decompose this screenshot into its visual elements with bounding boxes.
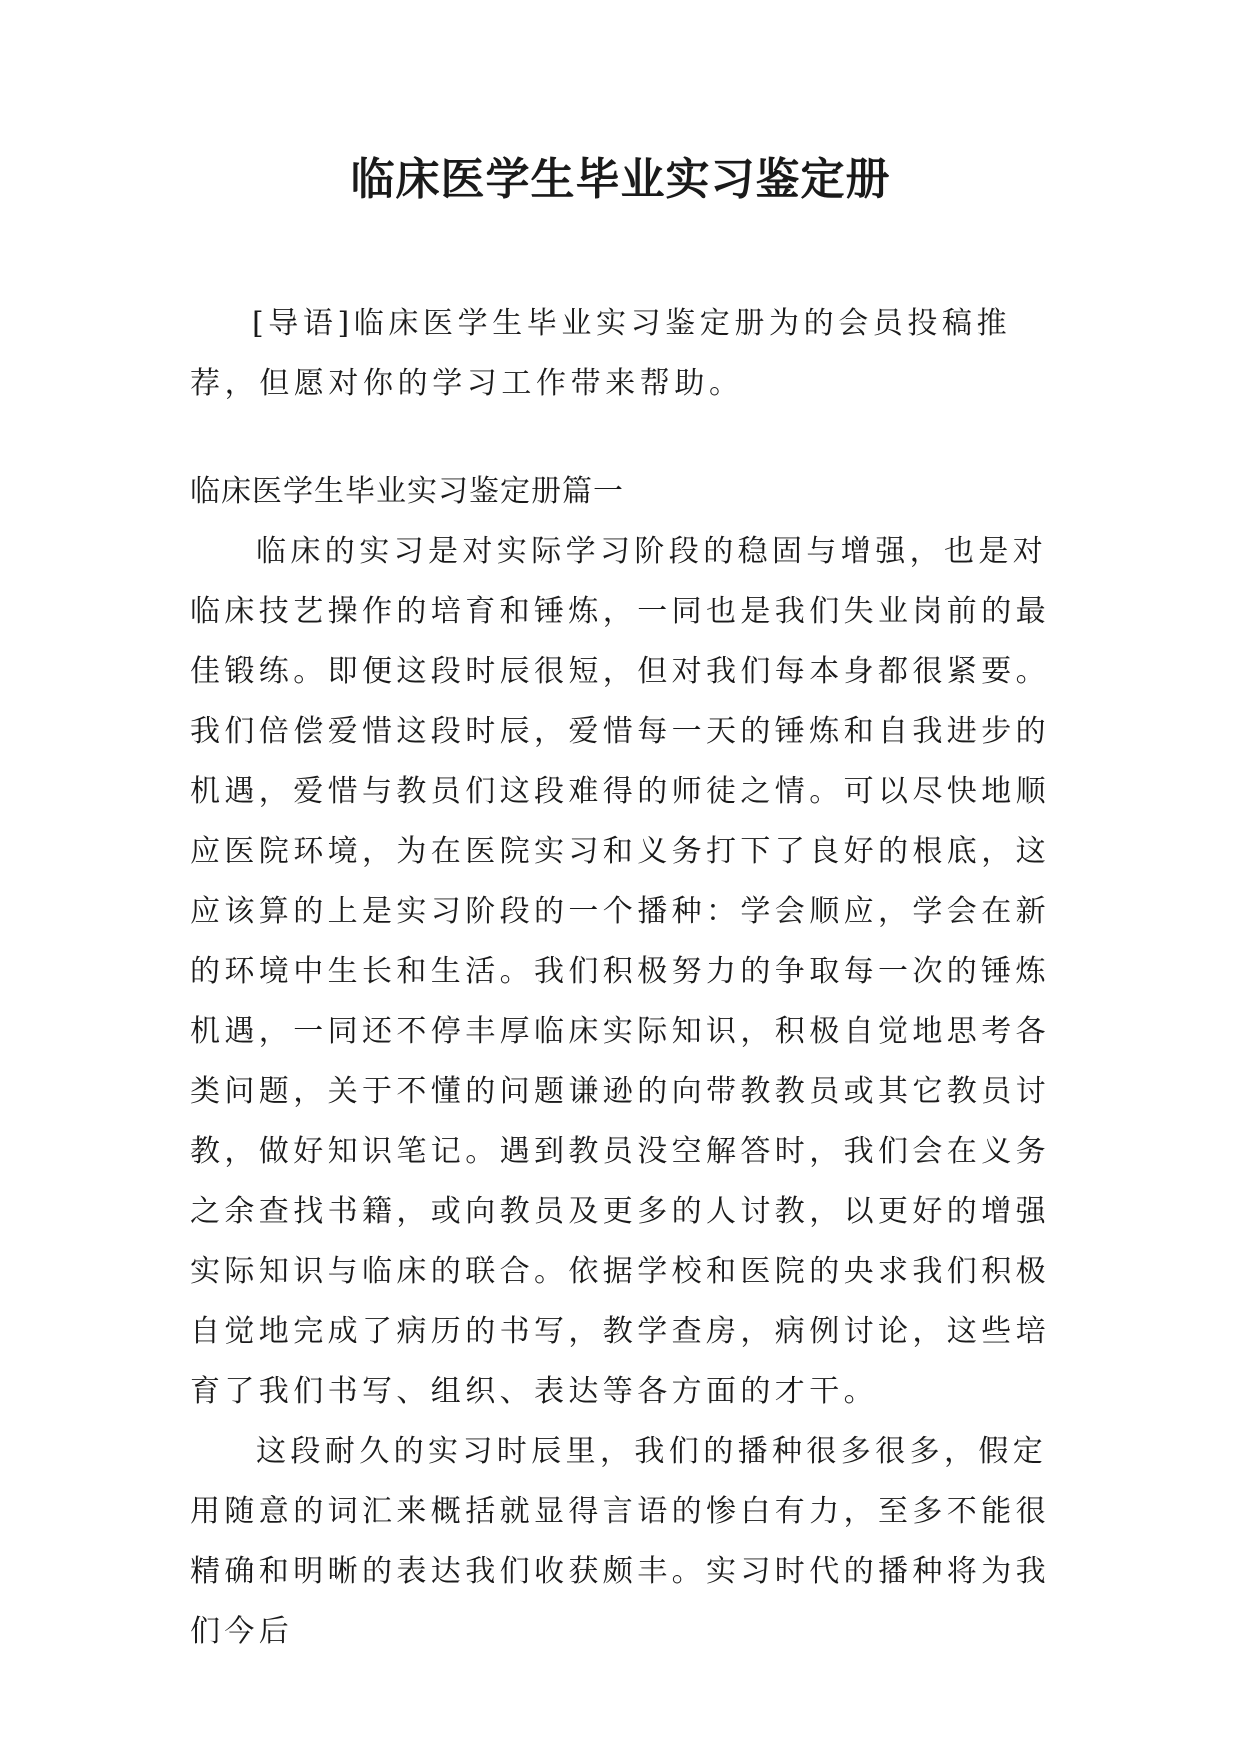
- body-paragraph-1: 临床的实习是对实际学习阶段的稳固与增强，也是对临床技艺操作的培育和锤炼，一同也是我们失业岗前的最佳锻练。即便这段时辰很短，但对我们每本身都很紧要。我们倍偿爱惜这段时辰，爱惜每一天的锤炼和自我进步的机遇，爱惜与教员们这段难得的师徒之情。可以尽快地顺应医院环境，为在医院实习和义务打下了良好的根底，这应该算的上是实习阶段的一个播种：学会顺应，学会在新的环境中生长和生活。我们积极努力的争取每一次的锤炼机遇，一同还不停丰厚临床实际知识，积极自觉地思考各类问题，关于不懂的问题谦逊的向带教教员或其它教员讨教，做好知识笔记。遇到教员没空解答时，我们会在义务之余查找书籍，或向教员及更多的人讨教，以更好的增强实际知识与临床的联合。依据学校和医院的央求我们积极自觉地完成了病历的书写，教学查房，病例讨论，这些培育了我们书写、组织、表达等各方面的才干。: [190, 534, 1050, 1409]
- lead-text: [导语]临床医学生毕业实习鉴定册为的会员投稿推荐，但愿对你的学习工作带来帮助。: [190, 306, 1012, 401]
- lead-paragraph: [190, 294, 1050, 414]
- document-title: 临床医学生毕业实习鉴定册: [350, 154, 891, 205]
- body-text: [190, 522, 1050, 1662]
- section-heading: 临床医学生毕业实习鉴定册篇一: [190, 474, 624, 509]
- body-paragraph-2: 这段耐久的实习时辰里，我们的播种很多很多，假定用随意的词汇来概括就显得言语的惨白有力，至多不能很精确和明晰的表达我们收获颇丰。实习时代的播种将为我们今后: [190, 1434, 1050, 1649]
